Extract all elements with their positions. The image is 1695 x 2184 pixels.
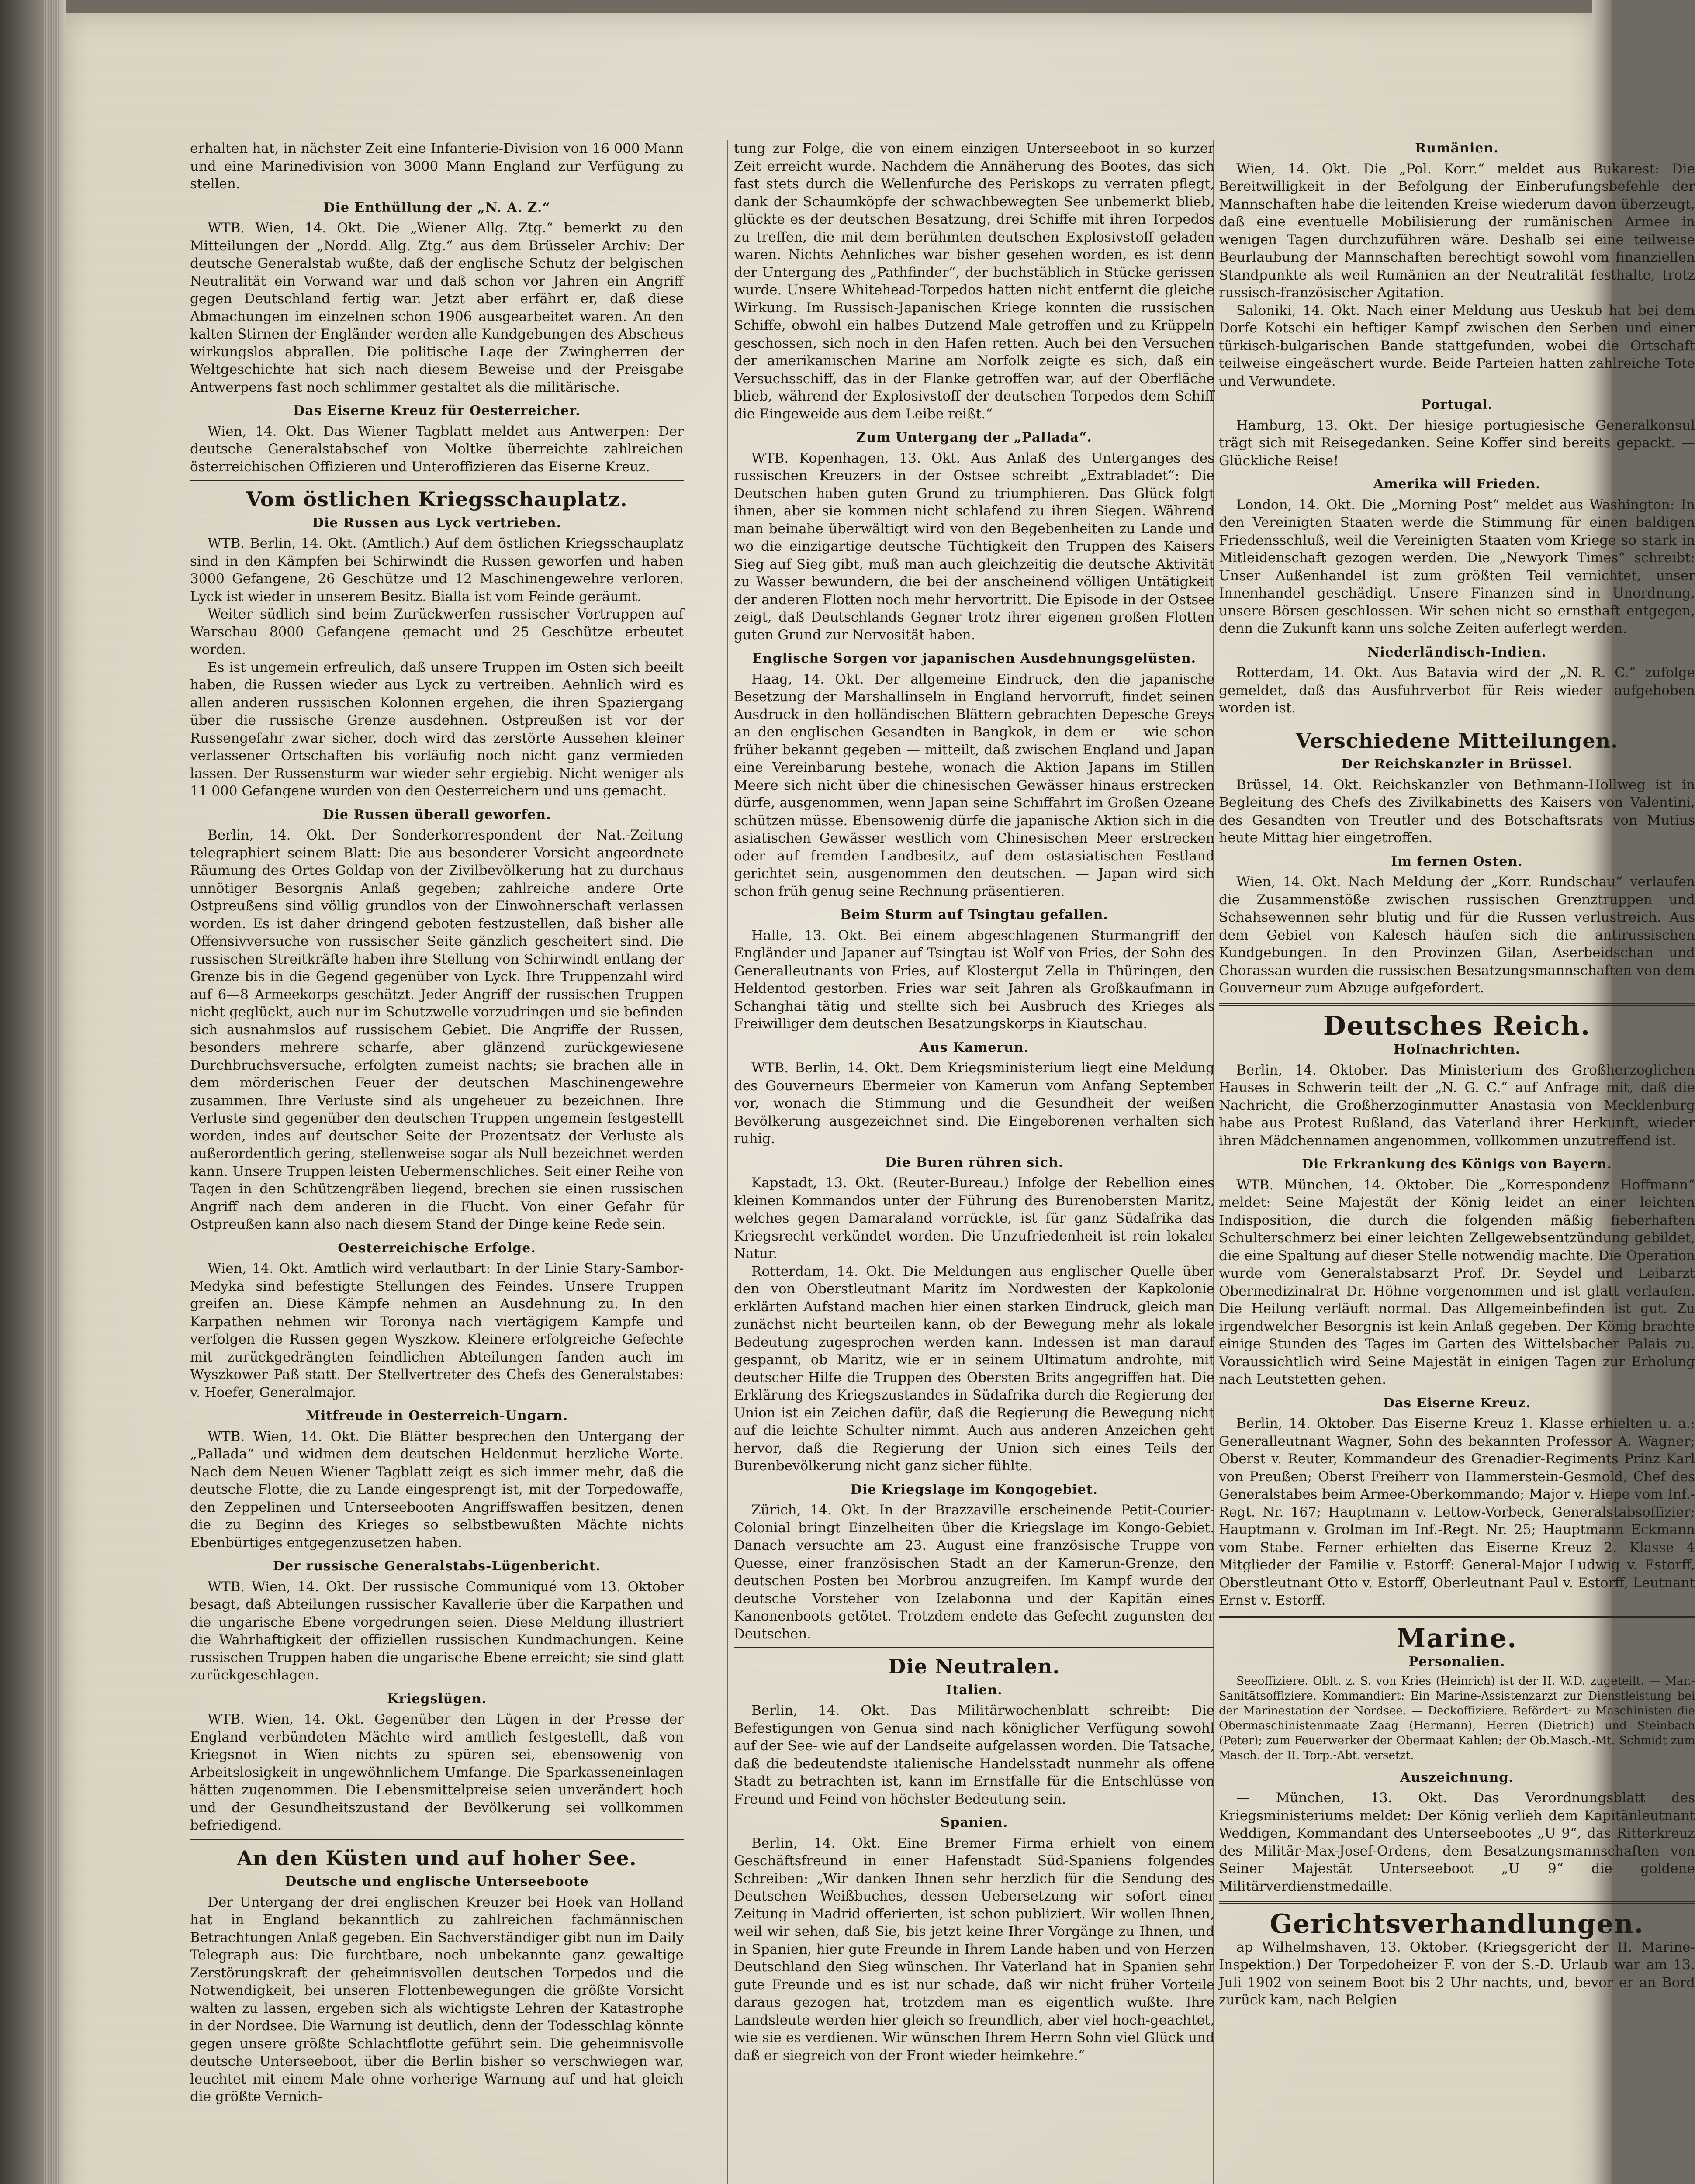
article-text: Halle, 13. Okt. Bei einem abgeschlagenen Sturmangriff der Engländer und Japaner auf Tsingtau ist Wolf von Fries, der Sohn des Generalleutnants von Fries, auf Klostergut Zella in Thüringen, den Heldentod gestorben. Fries war seit Jahren als Großkaufmann in Schanghai tätig und stellte sich bei Ausbruch des Krieges als Freiwilliger dem deutschen Besatzungskorps in Kiautschau. <box>734 927 1214 1032</box>
article-text: Seeoffiziere. Oblt. z. S. von Kries (Heinrich) ist der II. W.D. zugeteilt. — Mar.-Sanitätsoffiziere. Kommandiert: Ein Marine-Assistenzarzt zur Dienstleistung bei der Marinestation der Nordsee. — Deckoffiziere. Befördert: zu Maschinisten die Obermaschinistenmaate Zaag (Hermann), Herren (Dietrich) und Steinbach (Peter); zum Feuerwerker der Obermaat Kahlen; der Ob.Masch.-Mt. Schmidt zum Masch. der II. Torp.-Abt. versetzt. <box>1219 1674 1695 1762</box>
article-heading: Englische Sorgen vor japanischen Ausdehnungsgelüsten. <box>752 651 1197 666</box>
article-text: Wien, 14. Okt. Amtlich wird verlautbart: In der Linie Stary-Sambor-Medyka sind befestigte Stellungen des Feindes. Unsere Truppen greifen an. Diese Kämpfe nehmen an Ausdehnung zu. In den Karpathen nehmen wir Toronya nach viertägigem Kampfe und verfolgen die Russen gegen Wyszkow. Kleinere erfolgreiche Gefechte mit zurückgedrängten feindlichen Abteilungen fanden auch im Wyszkower Paß statt. Der Stellvertreter des Chefs des Generalstabes: v. Hoefer, Generalmajor. <box>190 1261 684 1400</box>
article-heading: Die Russen überall geworfen. <box>322 807 551 822</box>
article-heading: Oesterreichische Erfolge. <box>338 1240 536 1256</box>
section-heading: Vom östlichen Kriegsschauplatz. <box>246 487 628 511</box>
article-text: Berlin, 14. Oktober. Das Eiserne Kreuz 1. Klasse erhielten u. a.: Generalleutnant Wagner, Sohn des bekannten Professor A. Wagner; Oberst v. Reuter, Kommandeur des Grenadier-Regiments Prinz Karl von Preußen; Oberst Freiherr von Hammerstein-Gesmold, Chef des Generalstabes beim Armee-Oberkommando; Major v. Hiepe vom Inf.-Regt. Nr. 167; Hauptmann v. Lettow-Vorbeck, Generalstabsoffizier; Hauptmann v. Grolman im Inf.-Regt. Nr. 25; Hauptmann Eckmann vom Stabe. Ferner erhielten das Eiserne Kreuz 2. Klasse 4 Mitglieder der Familie v. Estorff: General-Major Ludwig v. Estorff, Oberstleutnant Otto v. Estorff, Oberleutnant Paul v. Estorff, Leutnant Ernst v. Estorff. <box>1219 1416 1695 1608</box>
article-text: WTB. Kopenhagen, 13. Okt. Aus Anlaß des Unterganges des russischen Kreuzers in der Ostsee schreibt „Extrabladet“: Die Deutschen haben guten Grund zu triumphieren. Das Glück folgt ihnen, aber sie kommen nicht schlafend zu ihren Siegen. Während man beinahe überwältigt wird von den Begebenheiten zu Lande und wo die einzigartige deutsche Tüchtigkeit den Truppen des Kaisers Sieg auf Sieg gibt, muß man auch gleichzeitig die deutsche Aktivität zu Wasser bewundern, die bei der anscheinend völligen Untätigkeit der anderen Flotten noch mehr hervortritt. Die Episode in der Ostsee zeigt, daß Deutschlands Gegner trotz ihrer eigenen großen Flotten guten Grund zur Nervosität haben. <box>734 450 1214 643</box>
article-text: WTB. Wien, 14. Okt. Der russische Communiqué vom 13. Oktober besagt, daß Abteilungen russischer Kavallerie über die Karpathen und die ungarische Ebene vorgedrungen seien. Diese Meldung illustriert die Wahrhaftigkeit der offiziellen russischen Kundmachungen. Keine russischen Truppen haben die ungarische Ebene erreicht; sie sind glatt zurückgeschlagen. <box>190 1579 684 1683</box>
divider <box>1219 1901 1695 1904</box>
article-text: Saloniki, 14. Okt. Nach einer Meldung aus Ueskub hat bei dem Dorfe Kotschi ein heftiger Kampf zwischen den Serben und einer türkisch-bulgarischen Bande stattgefunden, wobei die Ortschaft teilweise eingeäschert wurde. Beide Parteien hatten zahlreiche Tote und Verwundete. <box>1219 302 1695 389</box>
section-heading: Deutsches Reich. <box>1323 1010 1591 1041</box>
article-text: WTB. Berlin, 14. Okt. Dem Kriegsministerium liegt eine Meldung des Gouverneurs Ebermeier von Kamerun vom Anfang September vor, wonach die Stimmung und die Gesundheit der weißen Bevölkerung ausgezeichnet sind. Die Eingeborenen verhalten sich ruhig. <box>734 1060 1214 1147</box>
section-heading: Die Neutralen. <box>888 1655 1060 1678</box>
article-heading: Beim Sturm auf Tsingtau gefallen. <box>840 907 1108 923</box>
article-text: WTB. Wien, 14. Okt. Die Blätter besprechen den Untergang der „Pallada“ und widmen dem deutschen Heldenmut herzliche Worte. Nach dem Neuen Wiener Tagblatt zeigt es sich immer mehr, daß die deutsche Flotte, die zu Lande eingesprengt ist, mit der Torpedowaffe, den Zeppelinen und Unterseebooten Angriffswaffen besitzen, denen die zu Beginn des Krieges so selbstbewußten Mächte nichts Ebenbürtiges entgegenzusetzen haben. <box>190 1428 684 1551</box>
article-heading: Das Eiserne Kreuz für Oesterreicher. <box>293 403 581 418</box>
article-text: Wien, 14. Okt. Nach Meldung der „Korr. Rundschau“ verlaufen die Zusammenstöße zwischen russischen Grenztruppen und Schahsewennen sehr blutig und für die Russen verlustreich. Aus dem Gebiet von Kalesch häufen sich die antirussischen Kundgebungen. In den Provinzen Gilan, Aserbeidschan und Chorassan wurden die russischen Besatzungsmannschaften von dem Gouverneur zum Abzuge aufgefordert. <box>1219 874 1695 996</box>
article-heading: Portugal. <box>1421 397 1493 412</box>
article-text: WTB. Wien, 14. Okt. Gegenüber den Lügen in der Presse der England verbündeten Mächte wird amtlich festgestellt, daß von Kriegsnot in Wien nichts zu spüren sei, ebensowenig von Arbeitslosigkeit in ungewöhnlichem Umfange. Die Sparkasseneinlagen hätten zugenommen. Die Lebensmittelpreise seien unverändert hoch und der Gesundheitszustand der Bevölkerung sei vollkommen befriedigend. <box>190 1711 684 1833</box>
section-heading: Verschiedene Mitteilungen. <box>1295 729 1619 753</box>
article-heading: Die Kriegslage im Kongogebiet. <box>850 1482 1098 1497</box>
article-text: London, 14. Okt. Die „Morning Post“ meldet aus Washington: In den Vereinigten Staaten werde die Stimmung für einen baldigen Friedensschluß, weil die Vereinigten Staaten vom Kriege so stark in Mitleidenschaft gezogen werden. Die „Newyork Times“ schreibt: Unser Außenhandel ist zum größten Teil vernichtet, unser Innenhandel geschädigt. Unsere Finanzen sind in Unordnung, unsere Börsen geschlossen. Wir sehen nicht so ernsthaft entgegen, denn die Zukunft kann uns solche Zeiten auferlegt werden. <box>1219 497 1695 636</box>
article-heading: Rumänien. <box>1415 141 1499 156</box>
column-1 <box>190 140 684 2184</box>
article-text: Berlin, 14. Okt. Der Sonderkorrespondent der Nat.-Zeitung telegraphiert seinem Blatt: Die aus besonderer Vorsicht angeordnete Räumung des Ortes Goldap von der Zivilbevölkerung hat zu durchaus unnötiger Besorgnis Anlaß gegeben; zahlreiche andere Orte Ostpreußens sind völlig grundlos von der Einwohnerschaft verlassen worden. Es ist daher dringend geboten festzustellen, daß bisher alle Offensivversuche von russischer Seite gänzlich gescheitert sind. Die russischen Streitkräfte haben ihre Stellung von Schirwindt entlang der Grenze bis in die Gegend gegenüber von Lyck. Ihre Truppenzahl wird auf 6—8 Armeekorps geschätzt. Jeder Angriff der russischen Truppen nicht geglückt, auch nur im Schutzwelle vorzudringen und sie befinden sich ausnahmslos auf russischem Gebiet. Die Angriffe der Russen, besonders mehrere scharfe, aber glänzend zurückgewiesene Durchbruchsversuche, erfolgten zumeist nachts; sie brachen alle in dem mörderischen Feuer der deutschen Maschinengewehre zusammen. Ihre Verluste sind als ungeheuer zu bezeichnen. Ihre Verluste sind gegenüber den deutschen Truppen ungemein festgestellt worden, indes auf deutscher Seite der Prozentsatz der Verluste als außerordentlich gering, stellenweise sogar als Null bezeichnet werden kann. Unsere Truppen leisten Uebermenschliches. Seit einer Reihe von Tagen in den Schützengräben liegend, brechen sie einen russischen Angriff nach dem anderen in die Flucht. Von einer Gefahr für Ostpreußen kann also nach diesem Stand der Dinge keine Rede sein. <box>190 827 684 1232</box>
article-text: erhalten hat, in nächster Zeit eine Infanterie-Division von 16 000 Mann und eine Marinedivision von 3000 Mann England zur Verfügung zu stellen. <box>190 141 684 192</box>
article-text: Rotterdam, 14. Okt. Aus Batavia wird der „N. R. C.“ zufolge gemeldet, daß das Ausfuhrverbot für Reis wieder aufgehoben worden ist. <box>1219 665 1695 716</box>
article-text: Der Untergang der drei englischen Kreuzer bei Hoek van Holland hat in England bekanntlich zu zahlreichen fachmännischen Betrachtungen Anlaß gegeben. Ein Sachverständiger gibt nun im Daily Telegraph aus: Die furchtbare, noch unbekannte ganz gewaltige Zerstörungskraft der geheimnisvollen deutschen Torpedos und die Notwendigkeit, bei unseren Flottenbewegungen die größte Vorsicht walten zu lassen, ergeben sich als wichtigste Lehren der Katastrophe in der Nordsee. Die Warnung ist deutlich, denn der Todesschlag könnte gegen unsere größte Schlachtflotte geführt sein. Die geheimnisvolle deutsche Unterseeboot, über die Berlin bisher so verschwiegen war, leuchtet mit einem Male ohne vorherige Warnung auf und hat gleich die größte Vernich- <box>190 1894 684 2105</box>
article-text: ap Wilhelmshaven, 13. Oktober. (Kriegsgericht der II. Marine-Inspektion.) Der Torpedoheizer F. von der S.-D. Urlaub war am 13. Juli 1902 von seinem Boot bis 2 Uhr nachts, und, bevor er an Bord zurück kam, nach Belgien <box>1219 1939 1695 2008</box>
article-heading: Das Eiserne Kreuz. <box>1383 1395 1531 1411</box>
article-heading: Spanien. <box>940 1815 1008 1830</box>
divider <box>190 480 684 481</box>
article-heading: Die Buren rühren sich. <box>885 1154 1064 1170</box>
article-heading: Zum Untergang der „Pallada“. <box>856 430 1092 445</box>
article-heading: Im fernen Osten. <box>1391 854 1523 869</box>
article-text: Berlin, 14. Oktober. Das Ministerium des Großherzoglichen Hauses in Schwerin teilt der „N. G. C.“ auf Anfrage mit, daß die Nachricht, die Großherzoginmutter Anastasia von Mecklenburg habe aus Protest Rußland, das Vaterland ihrer Herkunft, wieder ihren Mädchennamen angenommen, vollkommen unzutreffend ist. <box>1219 1062 1695 1149</box>
article-text: Wien, 14. Okt. Das Wiener Tagblatt meldet aus Antwerpen: Der deutsche Generalstabschef von Moltke überreichte zahlreichen österreichischen Offizieren und Unteroffizieren das Eiserne Kreuz. <box>190 423 684 475</box>
article-text: Haag, 14. Okt. Der allgemeine Eindruck, den die japanische Besetzung der Marshallinseln in England hervorruft, findet seinen Ausdruck in den holländischen Blättern gebrachten Depesche Greys an den englischen Gesandten in Bangkok, in dem er — wie schon früher bekannt gegeben — mitteilt, daß zwischen England und Japan eine Vereinbarung bestehe, wonach die Aktion Japans im Stillen Meere sich nicht über die chinesischen Gewässer hinaus erstrecken dürfe, ausgenommen, wenn Japan seine Schiffahrt im Großen Ozeane schützen müsse. Ebensowenig dürfe die japanische Aktion sich in die asiatischen Gewässer westlich vom Chinesischen Meer erstrecken oder auf fremden Landbesitz, auf dem ostasiatischen Festland gerichtet sein, ausgenommen den deutschen. — Japan wird sich schon früh genug seine Rechnung präsentieren. <box>734 671 1214 899</box>
column-3 <box>1219 140 1695 2184</box>
article-heading: Der Reichskanzler in Brüssel. <box>1341 757 1573 772</box>
article-text: WTB. München, 14. Oktober. Die „Korrespondenz Hoffmann“ meldet: Seine Majestät der König leidet an einer leichten Indisposition, die durch die folgenden mäßig fieberhaften Schulterschmerz bei einer leichten Zellgewebsentzündung gebildet, die eine Spaltung auf dieser Stelle notwendig machte. Die Operation wurde vom Generalstabsarzt Prof. Dr. Seydel und Leibarzt Obermedizinalrat Dr. Höhne vorgenommen und ist glatt verlaufen. Die Heilung verläuft normal. Das Allgemeinbefinden ist gut. Zu irgendwelcher Besorgnis ist kein Anlaß gegeben. Der König brachte einige Stunden des Tages im Garten des Wittelsbacher Palais zu. Voraussichtlich wird Seine Majestät in einigen Tagen zur Erholung nach Leutstetten gehen. <box>1219 1177 1695 1387</box>
article-text: Kapstadt, 13. Okt. (Reuter-Bureau.) Infolge der Rebellion eines kleinen Kommandos unter der Führung des Burenobersten Maritz, welches gegen Damaraland vorrückte, ist für ganz Südafrika das Kriegsrecht verkündet worden. Die Unzufriedenheit ist rein lokaler Natur. <box>734 1175 1214 1261</box>
article-text: Brüssel, 14. Okt. Reichskanzler von Bethmann-Hollweg ist in Begleitung des Chefs des Zivilkabinetts des Kaisers von Valentini, des Gesandten von Treutler und des Botschaftsrats von Mutius heute Mittag hier eingetroffen. <box>1219 777 1695 846</box>
article-heading: Niederländisch-Indien. <box>1367 644 1546 660</box>
newspaper-page <box>66 13 1695 2184</box>
article-heading: Die Russen aus Lyck vertrieben. <box>312 515 562 531</box>
article-heading: Aus Kamerun. <box>919 1040 1029 1055</box>
article-heading: Italien. <box>946 1682 1003 1698</box>
article-heading: Der russische Generalstabs-Lügenbericht. <box>273 1559 601 1574</box>
section-heading: Gerichtsverhandlungen. <box>1270 1909 1644 1939</box>
article-text: Hamburg, 13. Okt. Der hiesige portugiesische Generalkonsul trägt sich mit Reisegedanken. Seine Koffer sind bereits gepackt. — Glückliche Reise! <box>1219 417 1695 469</box>
article-text: WTB. Berlin, 14. Okt. (Amtlich.) Auf dem östlichen Kriegsschauplatz sind in den Kämpfen bei Schirwindt die Russen geworfen und haben 3000 Gefangene, 26 Geschütze und 12 Maschinengewehre verloren. Lyck ist wieder in unserem Besitz. Bialla ist vom Feinde geräumt. <box>190 536 684 605</box>
article-heading: Die Enthüllung der „N. A. Z.“ <box>323 200 550 215</box>
article-text: Berlin, 14. Okt. Eine Bremer Firma erhielt von einem Geschäftsfreund in einer Hafenstadt Süd-Spaniens folgendes Schreiben: „Wir danken Ihnen sehr herzlich für die Sendung des Deutschen Weißbuches, dessen Uebersetzung wir sofort einer Zeitung in Madrid offerierten, ist schon publiziert. Wir wollen Ihnen, weil wir sehen, daß Sie, bis jetzt keine Ihrer Vorgänge zu Ihnen, und in Spanien, hier gute Freunde in Ihrem Lande haben und von Herzen Deutschland den Sieg wünschen. Ihr Vaterland hat in Spanien sehr gute Freunde und es ist nur schade, daß wir nicht früher Vorteile daraus gezogen hat, trotzdem man es eigentlich wußte. Ihre Landsleute werden hier gleich so freundlich, aber viel hoch-geachtet, wie sie es verdienen. Wir wünschen Ihrem Herrn Sohn viel Glück und daß er siegreich von der Front wieder heimkehre.“ <box>734 1835 1214 2063</box>
divider <box>734 1647 1214 1648</box>
article-heading: Auszeichnung. <box>1400 1769 1514 1785</box>
article-heading: Personalien. <box>1408 1654 1505 1669</box>
section-heading: An den Küsten und auf hoher See. <box>237 1846 637 1870</box>
book-binding <box>0 0 66 2184</box>
article-text: tung zur Folge, die von einem einzigen Unterseeboot in so kurzer Zeit erreicht wurde. Nachdem die Annäherung des Bootes, das sich fast stets durch die Wellenfurche des Periskops zu verraten pflegt, dank der Schaumköpfe der schwachbewegten See unbemerkt blieb, glückte es der deutschen Besatzung, drei Schiffe mit ihren Torpedos zu treffen, die mit dem berühmten deutschen Explosivstoff geladen waren. Nichts Aehnliches war bisher gesehen worden, es ist denn der Untergang des „Pathfinder“, der buchstäblich in Stücke gerissen wurde. Unsere Whitehead-Torpedos hatten nicht entfernt die gleiche Wirkung. Im Russisch-Japanischen Kriege konnten die russischen Schiffe, obwohl ein halbes Dutzend Male getroffen und zu Krüppeln geschossen, sich noch in den Hafen retten. Auch bei den Versuchen der amerikanischen Marine am Norfolk zeigte es sich, daß ein Versuchsschiff, das in der Flanke getroffen war, auf der Oberfläche blieb, während der Explosivstoff der deutschen Torpedos dem Schiff die Eingeweide aus dem Leibe reißt.“ <box>734 141 1214 422</box>
article-text: — München, 13. Okt. Das Verordnungsblatt des Kriegsministeriums meldet: Der König verlieh dem Kapitänleutnant Weddigen, Kommandant des Unterseebootes „U 9“, das Ritterkreuz des Militär-Max-Josef-Ordens, dem Besatzungsmannschaften von Seiner Majestät Unterseeboot „U 9“ die goldene Militärverdienstmedaille. <box>1219 1790 1695 1894</box>
divider <box>190 1839 684 1840</box>
article-heading: Deutsche und englische Unterseeboote <box>285 1874 589 1889</box>
article-heading: Kriegslügen. <box>387 1691 487 1707</box>
divider <box>1219 1003 1695 1006</box>
article-text: Zürich, 14. Okt. In der Brazzaville erscheinende Petit-Courier-Colonial bringt Einzelheiten über die Kriegslage im Kongo-Gebiet. Danach versuchte am 23. August eine französische Truppe von Quesse, einer französischen Stadt an der Kamerun-Grenze, den deutschen Posten bei Morbrou anzugreifen. Im Kampf wurde der deutsche Vorsteher von Izelabonna und der Kapitän eines Kanonenboots getötet. Trotzdem endete das Gefecht zugunsten der Deutschen. <box>734 1502 1214 1642</box>
article-heading: Amerika will Frieden. <box>1373 477 1541 492</box>
article-heading: Die Erkrankung des Königs von Bayern. <box>1302 1157 1612 1172</box>
article-text: Berlin, 14. Okt. Das Militärwochenblatt schreibt: Die Befestigungen von Genua sind nach königlicher Verfügung sowohl auf der See- wie auf der Landseite aufgelassen worden. Die Tatsache, daß die bedeutendste italienische Handelsstadt nunmehr als offene Stadt zu betrachten ist, kann im Ernstfalle für die Entschlüsse von Freund und Feind von höchster Bedeutung sein. <box>734 1703 1214 1807</box>
article-text: Wien, 14. Okt. Die „Pol. Korr.“ meldet aus Bukarest: Die Bereitwilligkeit in der Befolgung der Einberufungsbefehle der Mannschaften habe die leitenden Kreise wiederum davon überzeugt, daß eine eventuelle Mobilisierung der rumänischen Armee in wenigen Tagen durchzuführen wäre. Deshalb sei eine teilweise Beurlaubung der Mannschaften berechtigt sowohl vom finanziellen Standpunkte als weil Rumänien an der Neutralität festhalte, trotz russisch-französischer Agitation. <box>1219 161 1695 301</box>
column-rule <box>727 140 728 2184</box>
column-2 <box>734 140 1214 2184</box>
article-heading: Hofnachrichten. <box>1393 1042 1521 1057</box>
article-heading: Mitfreude in Oesterreich-Ungarn. <box>305 1408 568 1424</box>
section-heading: Marine. <box>1396 1623 1518 1654</box>
article-text: Rotterdam, 14. Okt. Die Meldungen aus englischer Quelle über den von Oberstleutnant Maritz im Nordwesten der Kapkolonie erklärten Aufstand machen hier einen starken Eindruck, gleich man zunächst nicht beurteilen kann, ob der Bewegung mehr als lokale Bedeutung zugesprochen werden kann. Indessen ist man darauf gespannt, ob Maritz, wie er in seinem Ultimatum androhte, mit deutscher Hilfe die Truppen des Obersten Brits angegriffen hat. Die Erklärung des Kriegszustandes in Südafrika durch die Regierung der Union ist ein Zeichen dafür, daß die Regierung die Bewegung nicht auf die leichte Schulter nimmt. Auch aus anderen Anzeichen geht hervor, daß die Regierung der Union sich eines Teils der Burenbevölkerung nicht ganz sicher fühlte. <box>734 1263 1214 1474</box>
divider <box>1219 1616 1695 1618</box>
article-text: WTB. Wien, 14. Okt. Die „Wiener Allg. Ztg.“ bemerkt zu den Mitteilungen der „Nordd. Allg. Ztg.“ aus dem Brüsseler Archiv: Der deutsche Generalstab wußte, daß der englische Schutz der belgischen Neutralität ein Vorwand war und daß schon vor Jahren ein Angriff gegen Deutschland fertig war. Jetzt aber erfährt er, daß diese Abmachungen im einzelnen schon 1906 ausgearbeitet waren. An den kalten Stirnen der Engländer werden alle Kundgebungen des Abscheus wirkungslos abprallen. Die politische Lage der Zwingherren der Weltgeschichte hat sich nach diesem Beweise und der Preisgabe Antwerpens fast noch schlimmer gestaltet als die militärische. <box>190 220 684 395</box>
article-text: Weiter südlich sind beim Zurückwerfen russischer Vortruppen auf Warschau 8000 Gefangene gemacht und 25 Geschütze erbeutet worden. <box>190 606 684 657</box>
article-text: Es ist ungemein erfreulich, daß unsere Truppen im Osten sich beeilt haben, die Russen wieder aus Lyck zu vertreiben. Aehnlich wird es allen anderen russischen Kolonnen ergehen, die ihren Spaziergang über die russische Grenze ausdehnen. Ostpreußen ist vor der Russengefahr zwar sicher, doch wird das zerstörte Aussehen kleiner verlassener Ortschaften bis vorläufig noch nicht ganz vermieden lassen. Der Russensturm war wieder sehr ergiebig. Nicht weniger als 11 000 Gefangene wurden von den Oesterreichern und uns gemacht. <box>190 659 684 799</box>
